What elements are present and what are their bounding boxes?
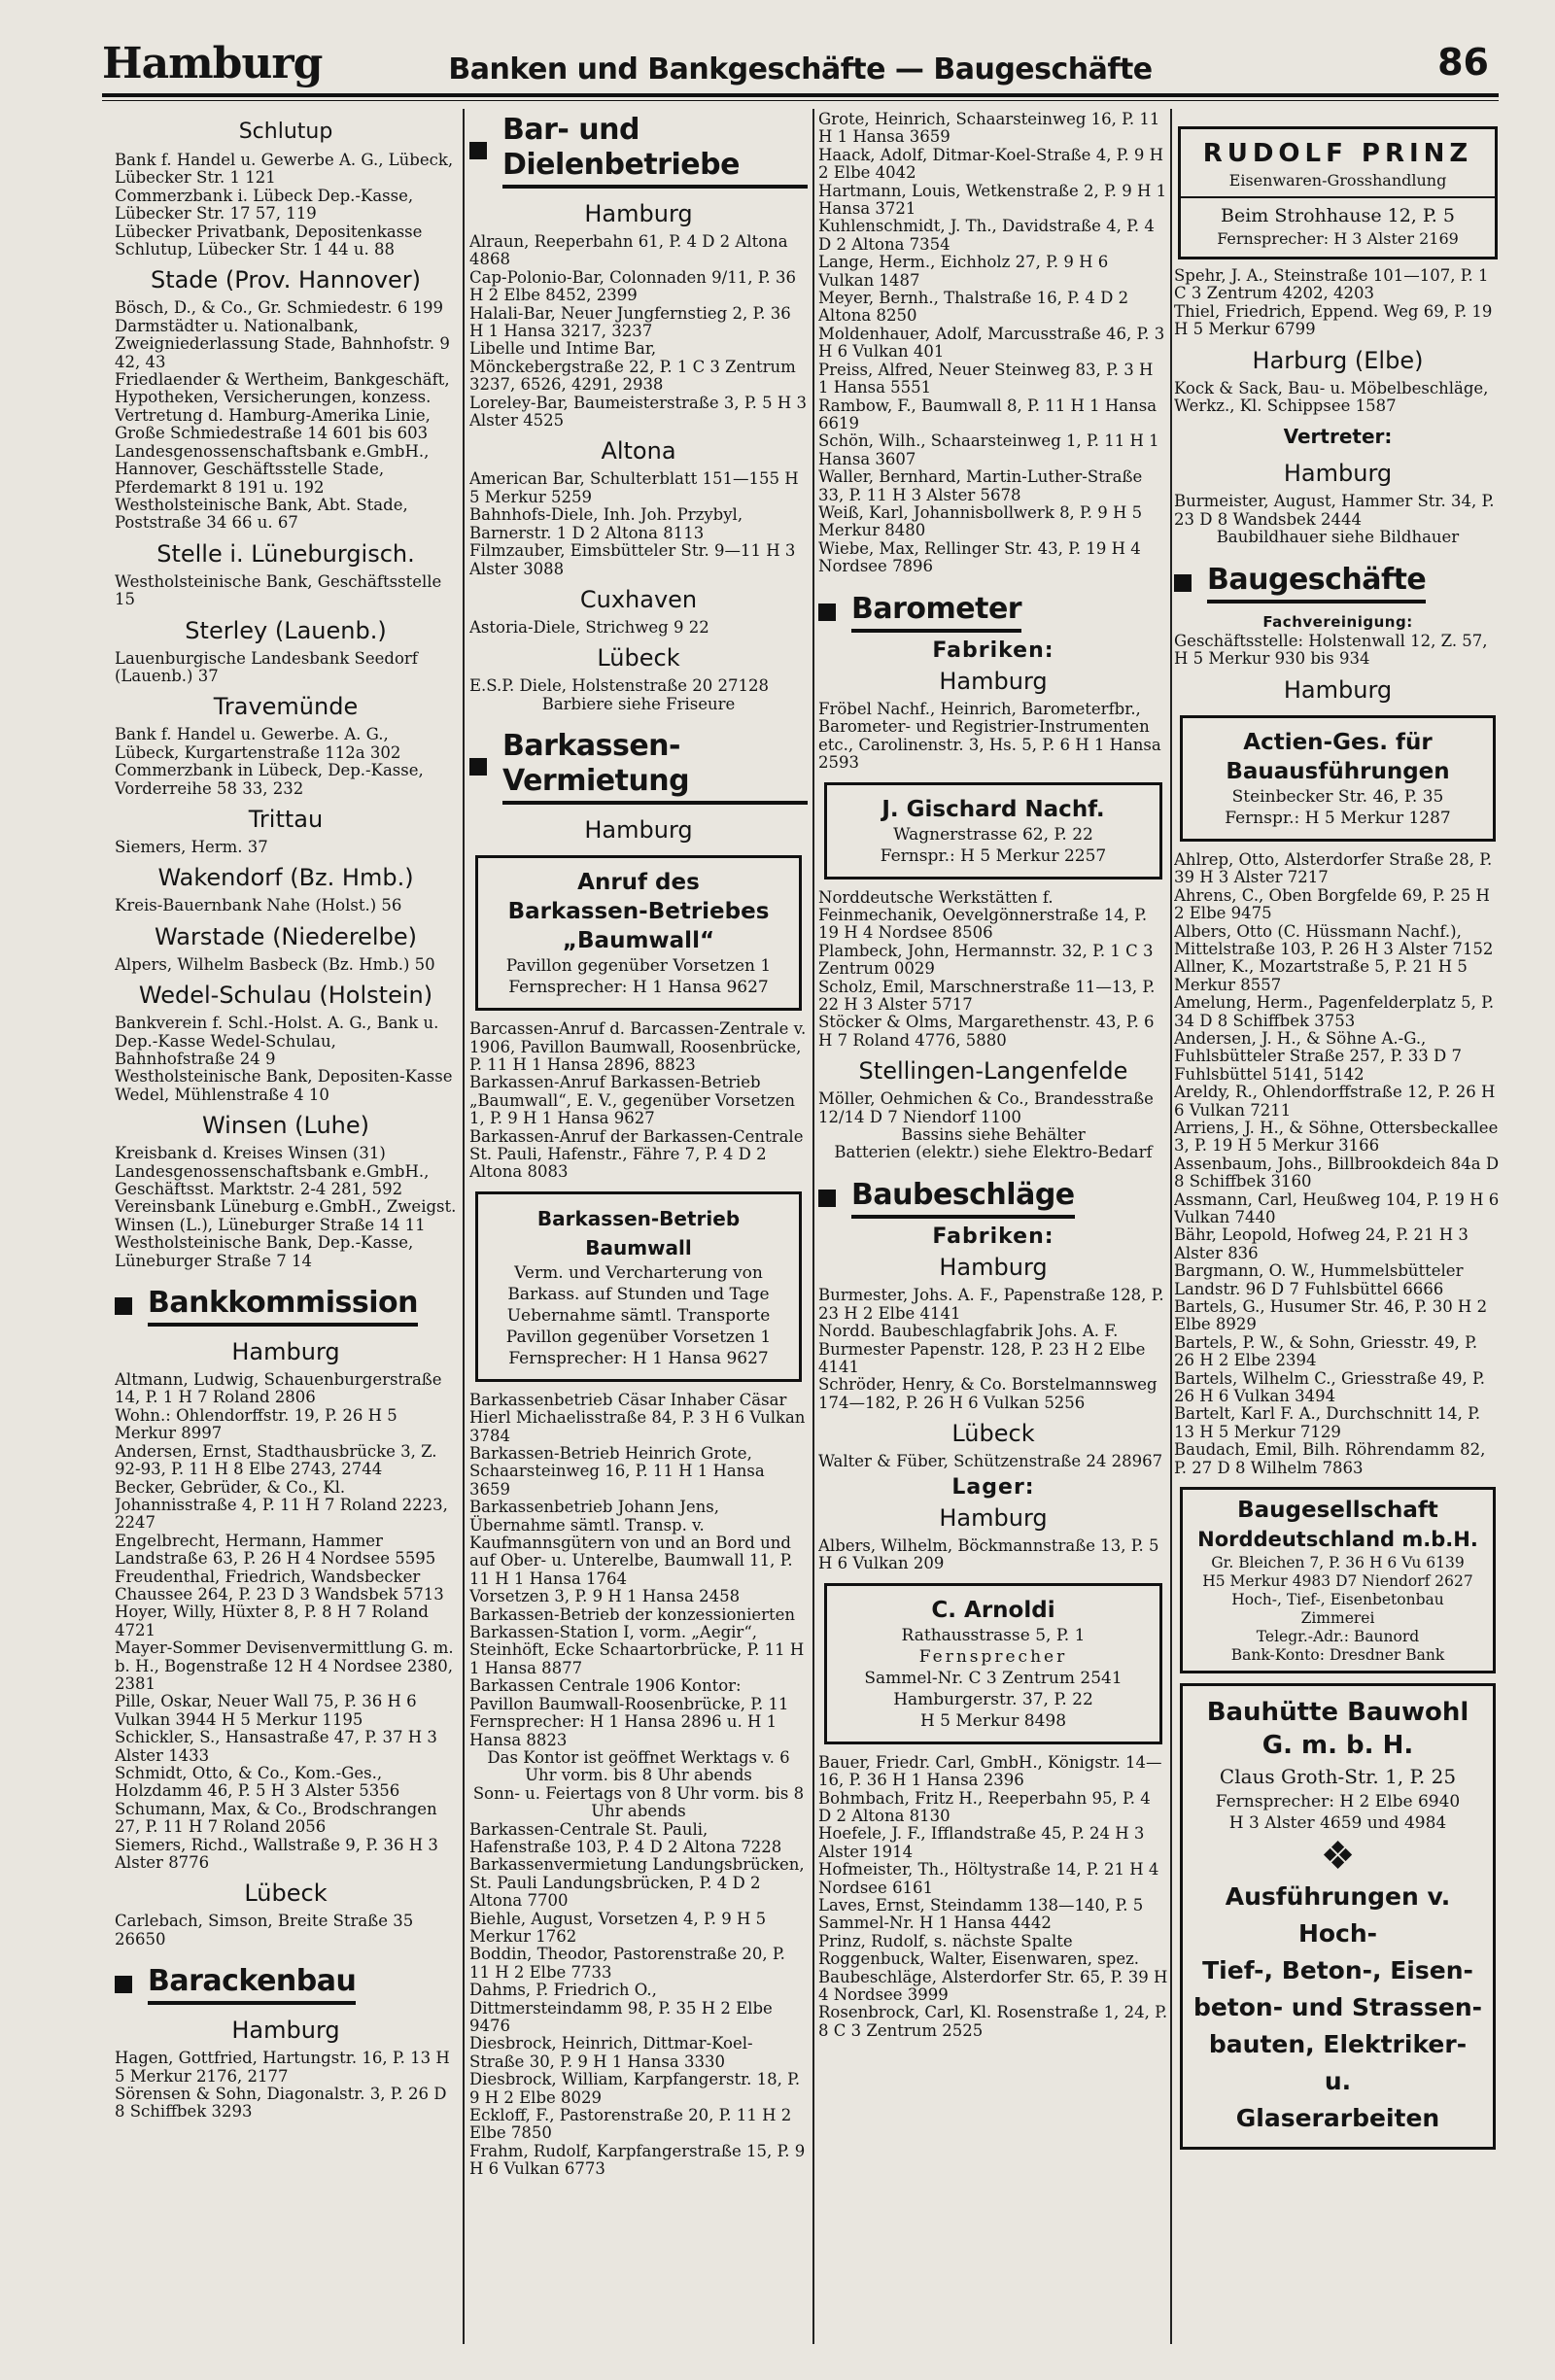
entry: Frahm, Rudolf, Karpfangerstraße 15, P. 9 H 6 Vulkan 6773 [469,2141,806,2179]
cross-reference: Bassins siehe Behälter [901,1125,1086,1145]
entry: Alpers, Wilhelm Basbeck (Bz. Hmb.) 50 [115,954,435,974]
ad-line: Steinbecker Str. 46, P. 35 [1231,786,1444,807]
entry: Barkassenbetrieb Cäsar Inhaber Cäsar Hierl Michaelisstraße 84, P. 3 H 6 Vulkan 3784 [469,1390,806,1445]
ad-line: Beim Strohhause 12, P. 5 [1221,205,1455,226]
entry: Preiss, Alfred, Neuer Steinweg 83, P. 3 H 1 Hansa 5551 [818,360,1154,397]
entry: Ahrens, C., Oben Borgfelde 69, P. 25 H 2 Elbe 9475 [1174,885,1490,923]
entry: E.S.P. Diele, Holstenstraße 20 27128 [469,676,769,696]
ad-line: Uebernahme sämtl. Transporte [506,1305,771,1326]
entry: Nordd. Baubeschlagfabrik Johs. A. F. Burmester Papenstr. 128, P. 23 H 2 Elbe 4141 [818,1322,1146,1376]
ad-line: Pavillon gegenüber Vorsetzen 1 [505,1327,772,1347]
entry: Rosenbrock, Carl, Kl. Rosenstraße 1, 24, P. 8 C 3 Zentrum 2525 [818,2003,1168,2040]
entry: Baudach, Emil, Bilh. Röhrendamm 82, P. 27 D 8 Wilhelm 7863 [1174,1440,1486,1477]
entry: Friedlaender & Wertheim, Bankgeschäft, Hypotheken, Versicherungen, konzess. Vertretung d. Hamburg-Amerika Linie, Große Schmiedestraße 14 601 bis 603 [115,370,450,443]
entry: Hagen, Gottfried, Hartungstr. 16, P. 13 H 5 Merkur 2176, 2177 [115,2049,450,2086]
entry: Sonn- u. Feiertags von 8 Uhr vorm. bis 8 Uhr abends [472,1783,805,1821]
advertisement-box [1180,1487,1496,1673]
entry: Bartels, G., Husumer Str. 46, P. 30 H 2 Elbe 8929 [1174,1297,1488,1334]
section-title: Bankkommission [148,1286,418,1327]
column-divider [463,109,465,2344]
entry: Assenbaum, Johs., Billbrookdeich 84a D 8 Schiffbek 3160 [1174,1154,1500,1191]
ad-line: Fernsprecher [918,1646,1068,1667]
entry: Barkassen-Betrieb der konzessionierten Barkassen-Station I, vorm. „Aegir“, Steinhöft, Ecke Schaartorbrücke, P. 11 H 1 Hansa 8877 [469,1604,805,1677]
place-heading: Altona [601,437,676,466]
entry: Albers, Otto (C. Hüssmann Nachf.), Mittelstraße 103, P. 26 H 3 Alster 7152 [1174,921,1494,958]
entry: Schmidt, Otto, & Co., Kom.-Ges., Holzdamm 46, P. 5 H 3 Alster 5356 [115,1764,400,1801]
place-heading: Hamburg [584,816,693,845]
entry: Darmstädter u. Nationalbank, Zweigniederlassung Stade, Bahnhofstr. 9 42, 43 [115,316,450,371]
entry: Cap-Polonio-Bar, Colonnaden 9/11, P. 36 H 2 Elbe 8452, 2399 [469,267,796,305]
ad-line: Ausführungen v. Hoch- [1225,1882,1451,1949]
entry: Siemers, Richd., Wallstraße 9, P. 36 H 3 Alster 8776 [115,1835,438,1873]
subsection-heading: Vertreter: [1283,425,1393,449]
entry: Commerzbank in Lübeck, Dep.-Kasse, Vorderreihe 58 33, 232 [115,761,424,798]
entry: Westholsteinische Bank, Dep.-Kasse, Lüneburger Straße 7 14 [115,1233,414,1270]
entry: Norddeutsche Werkstätten f. Feinmechanik, Oevelgönnerstraße 14, P. 19 H 4 Nordsee 8506 [818,887,1148,943]
ad-heading: Bauhütte Bauwohl [1206,1698,1469,1728]
entry: Roggenbuck, Walter, Eisenwaren, spez. Baubeschläge, Alsterdorfer Str. 65, P. 39 H 4 Nordsee 3999 [818,1949,1168,2005]
entry: Meyer, Bernh., Thalstraße 16, P. 4 D 2 Altona 8250 [818,289,1129,326]
column-4 [1174,111,1502,2346]
section-marker [469,758,487,776]
entry: Kreisbank d. Kreises Winsen (31) [115,1144,386,1163]
entry: Pille, Oskar, Neuer Wall 75, P. 36 H 6 Vulkan 3944 H 5 Merkur 1195 [115,1692,417,1729]
ad-line: bauten, Elektriker- u. [1208,2030,1468,2096]
entry: Fröbel Nachf., Heinrich, Barometerfbr., Barometer- und Registrier-Instrumenten etc., Carolinenstr. 3, Hs. 5, P. 6 H 1 Hansa 2593 [818,699,1161,773]
entry: Andersen, J. H., & Söhne A.-G., Fuhlsbütteler Straße 257, P. 33 D 7 Fuhlsbüttel 5141, 5142 [1174,1028,1462,1084]
place-heading: Hamburg [939,1254,1048,1282]
section-heading [818,592,1168,633]
section-heading [1174,563,1502,604]
ad-line: Eisenwaren-Grosshandlung [1181,170,1495,198]
cross-reference: Baubildhauer siehe Bildhauer [1216,528,1460,547]
place-heading: Lübeck [244,1880,328,1908]
ad-heading: Anruf des [577,870,700,896]
section-title: Baugeschäfte [1207,563,1426,604]
entry: Rambow, F., Baumwall 8, P. 11 H 1 Hansa 6619 [818,396,1158,432]
section-title: Barackenbau [148,1964,356,2005]
ad-heading: Actien-Ges. für [1243,729,1433,755]
ad-line: Fernsprecher: H 3 Alster 2169 [1217,229,1459,248]
entry: Diesbrock, Heinrich, Dittmar-Koel-Straße 30, P. 9 H 1 Hansa 3330 [469,2034,753,2071]
entry: Biehle, August, Vorsetzen 4, P. 9 H 5 Merkur 1762 [469,1909,767,1946]
entry: Siemers, Herm. 37 [115,837,268,856]
ad-line: Verm. und Vercharterung von Barkass. auf Stunden und Tage [507,1262,770,1304]
entry: Barkassen-Anruf Barkassen-Betrieb „Baumwall“, E. V., gegenüber Vorsetzen 1, P. 9 H 1 Hansa 9627 [469,1073,796,1128]
ad-heading: RUDOLF PRINZ [1202,139,1473,168]
place-heading: Wakendorf (Bz. Hmb.) [157,864,414,892]
ad-line: Fernsprecher: H 1 Hansa 9627 [508,1348,769,1368]
column-1 [115,111,457,2346]
ad-line: Telegr.-Adr.: Baunord [1256,1628,1420,1646]
place-heading: Lübeck [597,644,680,673]
entry: Albers, Wilhelm, Böckmannstraße 13, P. 5 H 6 Vulkan 209 [818,1535,1159,1573]
ad-line: Tief-, Beton-, Eisen- [1202,1956,1473,1985]
place-heading: Cuxhaven [579,585,698,613]
entry: Kuhlenschmidt, J. Th., Davidstraße 4, P. 4 D 2 Altona 7354 [818,217,1155,254]
entry: Moldenhauer, Adolf, Marcusstraße 46, P. 3 H 6 Vulkan 401 [818,324,1165,362]
ad-heading: G. m. b. H. [1261,1731,1414,1761]
entry: Sörensen & Sohn, Diagonalstr. 3, P. 26 D 8 Schiffbek 3293 [115,2085,447,2121]
entry: Westholsteinische Bank, Geschäftsstelle 15 [115,571,442,609]
place-heading: Schlutup [238,120,333,144]
ad-heading: Bauausführungen [1226,758,1450,784]
column-divider [812,109,814,2344]
entry: Vorsetzen 3, P. 9 H 1 Hansa 2458 [469,1587,741,1606]
ad-line: Bank-Konto: Dresdner Bank [1230,1646,1445,1665]
place-heading: Hamburg [939,667,1048,695]
section-marker [115,1976,132,1993]
entry: Assmann, Carl, Heußweg 104, P. 19 H 6 Vulkan 7440 [1174,1190,1500,1226]
section-marker [469,142,487,159]
place-heading: Hamburg [231,1338,340,1366]
ad-line: Hoch-, Tief-, Eisenbetonbau [1231,1591,1444,1609]
ad-line: H 5 Merkur 8498 [919,1710,1067,1731]
entry: Barkassen Centrale 1906 Kontor: Pavillon Baumwall-Roosenbrücke, P. 11 [469,1676,789,1713]
entry: Walter & Füber, Schützenstraße 24 28967 [818,1452,1163,1471]
ornament-icon: ❖ [1320,1834,1356,1880]
entry: Hartmann, Louis, Wetkenstraße 2, P. 9 H 1 Hansa 3721 [818,181,1167,219]
subsection-heading: Fachvereinigung: [1262,612,1413,631]
ad-heading: Norddeutschland m.b.H. [1197,1528,1478,1552]
entry: Möller, Oehmichen & Co., Brandesstraße 12/14 D 7 Niendorf 1100 [818,1089,1154,1126]
entry: Lange, Herm., Eichholz 27, P. 9 H 6 Vulkan 1487 [818,253,1109,290]
section-marker [818,1190,836,1207]
entry: Amelung, Herm., Pagenfelderplatz 5, P. 34 D 8 Schiffbek 3753 [1174,993,1495,1030]
ad-line: Zimmerei [1300,1609,1375,1628]
place-heading: Sterley (Lauenb.) [185,616,387,644]
place-heading: Travemünde [213,693,359,721]
page-header [102,39,1499,97]
entry: Schumann, Max, & Co., Brodschrangen 27, P. 11 H 7 Roland 2056 [115,1799,437,1837]
entry: Weiß, Karl, Johannisbollwerk 8, P. 9 H 5 Merkur 8480 [818,502,1143,540]
column-divider [1170,109,1172,2344]
entry: Geschäftsstelle: Holstenwall 12, Z. 57, H 5 Merkur 930 bis 934 [1174,632,1488,669]
entry: Landesgenossenschaftsbank e.GmbH., Geschäftsst. Marktstr. 2-4 281, 592 [115,1161,430,1199]
ad-line: H 3 Alster 4659 und 4984 [1228,1813,1447,1834]
entry: Carlebach, Simson, Breite Straße 35 26650 [115,1912,414,1949]
ad-line: beton- und Strassen- [1192,1993,1483,2022]
ad-heading: Barkassen-Betrieb Baumwall [536,1206,741,1259]
entry: Haack, Adolf, Ditmar-Koel-Straße 4, P. 9 H 2 Elbe 4042 [818,145,1164,183]
section-heading [115,1964,457,2005]
ad-line: Fernspr.: H 5 Merkur 2257 [880,845,1107,866]
ad-heading: J. Gischard Nachf. [881,796,1105,822]
entry: Fernsprecher: H 1 Hansa 2896 u. H 1 Hansa 8823 [469,1712,778,1749]
entry: Bahnhofs-Diele, Inh. Joh. Przybyl, Barnerstr. 1 D 2 Altona 8113 [469,505,743,542]
entry: Astoria-Diele, Strichweg 9 22 [469,617,709,637]
place-heading: Hamburg [1283,675,1393,704]
entry: Dahms, P. Friedrich O., Dittmersteindamm 98, P. 35 H 2 Elbe 9476 [469,1981,773,2035]
entry: Kock & Sack, Bau- u. Möbelbeschläge, Werkz., Kl. Schippsee 1587 [1174,378,1489,416]
entry: Filmzauber, Eimsbütteler Str. 9—11 H 3 Alster 3088 [469,541,796,578]
entry: Becker, Gebrüder, & Co., Kl. Johannisstraße 4, P. 11 H 7 Roland 2223, 2247 [115,1477,448,1533]
entry: Vereinsbank Lüneburg e.GmbH., Zweigst. Winsen (L.), Lüneburger Straße 14 11 [115,1197,457,1234]
header-title: Banken und Bankgeschäfte — Baugeschäfte [448,52,1153,86]
entry: Barcassen-Anruf d. Barcassen-Zentrale v. 1906, Pavillon Baumwall, Roosenbrücke, P. 11 H 1 Hansa 2896, 8823 [469,1019,807,1074]
entry: Grote, Heinrich, Schaarsteinweg 16, P. 11 H 1 Hansa 3659 [818,111,1160,147]
advertisement-box [1178,126,1498,259]
ad-line: Fernsprecher: H 1 Hansa 9627 [508,978,769,998]
entry: Mayer-Sommer Devisenvermittlung G. m. b. H., Bogenstraße 12 H 4 Nordsee 2380, 2381 [115,1638,454,1693]
place-heading: Stade (Prov. Hannover) [150,266,422,294]
ad-line: Fernsprecher: H 2 Elbe 6940 [1215,1792,1461,1812]
section-title: Barkassen-Vermietung [502,729,808,805]
place-heading: Stelle i. Lüneburgisch. [156,539,415,568]
entry: American Bar, Schulterblatt 151—155 H 5 Merkur 5259 [469,469,799,506]
section-marker [818,604,836,621]
subsection-heading: Fabriken: [932,1224,1054,1249]
entry: Bank f. Handel u. Gewerbe. A. G., Lübeck, Kurgartenstraße 112a 302 [115,725,401,762]
advertisement-box [824,1583,1162,1744]
ad-line: Rathausstrasse 5, P. 1 [901,1625,1086,1645]
place-heading: Hamburg [231,2017,340,2045]
entry: Burmeister, August, Hammer Str. 34, P. 23 D 8 Wandsbek 2444 [1174,492,1495,529]
ad-line: Fernspr.: H 5 Merkur 1287 [1225,808,1451,828]
place-heading: Lübeck [951,1420,1035,1448]
entry: Bargmann, O. W., Hummelsbütteler Landstr. 96 D 7 Fuhlsbüttel 6666 [1174,1261,1464,1298]
entry: Altmann, Ludwig, Schauenburgerstraße 14, P. 1 H 7 Roland 2806 [115,1370,442,1407]
section-heading [469,729,808,805]
entry: Kreis-Bauernbank Nahe (Holst.) 56 [115,896,402,915]
entry: Bohmbach, Fritz H., Reeperbahn 95, P. 4 D 2 Altona 8130 [818,1788,1151,1825]
entry: Areldy, R., Ohlendorffstraße 12, P. 26 H 6 Vulkan 7211 [1174,1083,1496,1120]
entry: Thiel, Friedrich, Eppend. Weg 69, P. 19 H 5 Merkur 6799 [1174,301,1493,339]
entry: Bauer, Friedr. Carl, GmbH., Königstr. 14—16, P. 36 H 1 Hansa 2396 [818,1752,1162,1790]
entry: Arriens, J. H., & Söhne, Ottersbeckallee 3, P. 19 H 5 Merkur 3166 [1174,1118,1499,1156]
ad-line: Glaserarbeiten [1235,2104,1440,2133]
place-heading: Stellingen-Langenfelde [858,1057,1128,1086]
entry: Bartelt, Karl F. A., Durchschnitt 14, P. 13 H 5 Merkur 7129 [1174,1404,1481,1441]
entry: Loreley-Bar, Baumeisterstraße 3, P. 5 H 3 Alster 4525 [469,393,807,431]
entry: Schickler, S., Hansastraße 47, P. 37 H 3 Alster 1433 [115,1728,437,1765]
entry: Hoefele, J. F., Ifflandstraße 45, P. 24 H 3 Alster 1914 [818,1824,1145,1861]
entry: Engelbrecht, Hermann, Hammer Landstraße 63, P. 26 H 4 Nordsee 5595 [115,1531,436,1569]
cross-reference: Batterien (elektr.) siehe Elektro-Bedarf [834,1143,1153,1162]
entry: Barkassen-Anruf der Barkassen-Centrale St. Pauli, Hafenstr., Fähre 7, P. 4 D 2 Altona 8083 [469,1126,804,1182]
ad-line: H5 Merkur 4983 D7 Niendorf 2627 [1202,1572,1473,1591]
entry: Das Kontor ist geöffnet Werktags v. 6 Uhr vorm. bis 8 Uhr abends [487,1747,790,1785]
subsection-heading: Fabriken: [932,638,1054,663]
header-city: Hamburg [102,39,323,88]
section-title: Bar- und Dielenbetriebe [502,113,808,189]
section-heading [818,1178,1168,1219]
entry: Plambeck, John, Hermannstr. 32, P. 1 C 3 Zentrum 0029 [818,941,1154,979]
entry: Bartels, P. W., & Sohn, Griesstr. 49, P. 26 H 2 Elbe 2394 [1174,1332,1478,1370]
entry: Burmester, Johs. A. F., Papenstraße 128, P. 23 H 2 Elbe 4141 [818,1286,1164,1323]
entry: Commerzbank i. Lübeck Dep.-Kasse, Lübecker Str. 17 57, 119 [115,186,414,224]
column-2 [469,111,808,2346]
entry: Bösch, D., & Co., Gr. Schmiedestr. 6 199 [115,298,444,318]
place-heading: Trittau [248,805,324,833]
entry: Bank f. Handel u. Gewerbe A. G., Lübeck, Lübecker Str. 1 121 [115,151,454,188]
advertisement-box [475,1191,802,1382]
entry: Ahlrep, Otto, Alsterdorfer Straße 28, P. 39 H 3 Alster 7217 [1174,849,1493,887]
section-title: Baubeschläge [851,1178,1075,1219]
entry: Bankverein f. Schl.-Holst. A. G., Bank u. Dep.-Kasse Wedel-Schulau, Bahnhofstraße 24 9 [115,1014,439,1068]
place-heading: Hamburg [584,200,693,227]
entry: Bähr, Leopold, Hofweg 24, P. 21 H 3 Alster 836 [1174,1225,1469,1262]
section-heading [115,1286,457,1327]
entry: Diesbrock, William, Karpfangerstr. 18, P. 9 H 2 Elbe 8029 [469,2070,801,2107]
advertisement-box [475,855,802,1011]
place-heading: Hamburg [1283,460,1393,488]
entry: Barkassen-Betrieb Heinrich Grote, Schaarsteinweg 16, P. 11 H 1 Hansa 3659 [469,1444,765,1499]
entry: Landesgenossenschaftsbank e.GmbH., Hannover, Geschäftsstelle Stade, Pferdemarkt 8 191 u. 192 [115,441,430,497]
entry: Wohn.: Ohlendorffstr. 19, P. 26 H 5 Merkur 8997 [115,1405,397,1443]
entry: Lübecker Privatbank, Depositenkasse Schlutup, Lübecker Str. 1 44 u. 88 [115,222,423,259]
entry: Boddin, Theodor, Pastorenstraße 20, P. 11 H 2 Elbe 7733 [469,1945,785,1982]
section-marker [1174,574,1192,592]
section-heading [469,113,808,189]
header-rule [102,93,1499,101]
entry: Hoyer, Willy, Hüxter 8, P. 8 H 7 Roland 4721 [115,1603,429,1639]
entry: Scholz, Emil, Marschnerstraße 11—13, P. 22 H 3 Alster 5717 [818,977,1156,1015]
place-heading: Warstade (Niederelbe) [155,922,417,950]
entry: Schröder, Henry, & Co. Borstelmannsweg 174—182, P. 26 H 6 Vulkan 5256 [818,1375,1158,1412]
entry: Schön, Wilh., Schaarsteinweg 1, P. 11 H 1 Hansa 3607 [818,431,1159,468]
entry: Westholsteinische Bank, Abt. Stade, Poststraße 34 66 u. 67 [115,495,408,533]
section-title: Barometer [851,592,1021,633]
cross-reference: Barbiere siehe Friseure [541,694,736,713]
page-number: 86 [1437,41,1489,84]
ad-heading: Baugesellschaft [1237,1498,1438,1524]
entry: Spehr, J. A., Steinstraße 101—107, P. 1 C 3 Zentrum 4202, 4203 [1174,266,1489,303]
entry: Lauenburgische Landesbank Seedorf (Lauenb.) 37 [115,648,418,685]
entry: Wiebe, Max, Rellinger Str. 43, P. 19 H 4 Nordsee 7896 [818,538,1141,576]
entry: Halali-Bar, Neuer Jungfernstieg 2, P. 36 H 1 Hansa 3217, 3237 [469,303,791,341]
place-heading: Harburg (Elbe) [1252,346,1424,374]
advertisement-box [824,782,1162,880]
ad-line: Sammel-Nr. C 3 Zentrum 2541 [864,1668,1123,1688]
entry: Libelle und Intime Bar, Mönckebergstraße 22, P. 1 C 3 Zentrum 3237, 6526, 4291, 2938 [469,339,796,395]
entry: Andersen, Ernst, Stadthausbrücke 3, Z. 92-93, P. 11 H 8 Elbe 2743, 2744 [115,1441,437,1479]
place-heading: Hamburg [939,1503,1048,1532]
entry: Freudenthal, Friedrich, Wandsbecker Chaussee 264, P. 23 D 3 Wandsbek 5713 [115,1567,444,1604]
entry: Westholsteinische Bank, Depositen-Kasse Wedel, Mühlenstraße 4 10 [115,1067,453,1104]
advertisement-box [1180,1683,1496,2150]
ad-heading: C. Arnoldi [931,1597,1055,1623]
place-heading: Wedel-Schulau (Holstein) [138,982,433,1010]
advertisement-box [1180,715,1496,842]
ad-heading: Barkassen-Betriebes [507,899,770,925]
column-3 [818,111,1168,2346]
ad-line: Pavillon gegenüber Vorsetzen 1 [505,956,772,977]
entry: Barkassen-Centrale St. Pauli, Hafenstraße 103, P. 4 D 2 Altona 7228 [469,1819,782,1856]
entry: Laves, Ernst, Steindamm 138—140, P. 5 Sammel-Nr. H 1 Hansa 4442 [818,1896,1144,1933]
entry: Hofmeister, Th., Höltystraße 14, P. 21 H 4 Nordsee 6161 [818,1860,1159,1897]
entry: Prinz, Rudolf, s. nächste Spalte [818,1931,1073,1950]
entry: Waller, Bernhard, Martin-Luther-Straße 33, P. 11 H 3 Alster 5678 [818,467,1143,504]
ad-line: Claus Groth-Str. 1, P. 25 [1219,1765,1457,1789]
entry: Barkassenvermietung Landungsbrücken, St. Pauli Landungsbrücken, P. 4 D 2 Altona 7700 [469,1855,805,1911]
section-marker [115,1297,132,1315]
entry: Stöcker & Olms, Margarethenstr. 43, P. 6 H 7 Roland 4776, 5880 [818,1013,1155,1050]
entry: Barkassenbetrieb Johann Jens, Übernahme sämtl. Transp. v. Kaufmannsgütern von und an Bord und auf Ober- u. Unterelbe, Baumwall 11, P. 11 H 1 Hansa 1764 [469,1498,793,1588]
entry: Eckloff, F., Pastorenstraße 20, P. 11 H 2 Elbe 7850 [469,2106,792,2143]
ad-line: Gr. Bleichen 7, P. 36 H 6 Vu 6139 [1211,1554,1465,1572]
entry: Alraun, Reeperbahn 61, P. 4 D 2 Altona 4868 [469,232,788,269]
place-heading: Winsen (Luhe) [201,1112,370,1140]
ad-heading: „Baumwall“ [562,928,715,954]
entry: Bartels, Wilhelm C., Griesstraße 49, P. 26 H 6 Vulkan 3494 [1174,1368,1485,1406]
subsection-heading: Lager: [951,1474,1035,1500]
ad-line: Hamburgerstr. 37, P. 22 [893,1689,1093,1709]
entry: Allner, K., Mozartstraße 5, P. 21 H 5 Merkur 8557 [1174,957,1468,994]
ad-line: Wagnerstrasse 62, P. 22 [893,824,1093,845]
